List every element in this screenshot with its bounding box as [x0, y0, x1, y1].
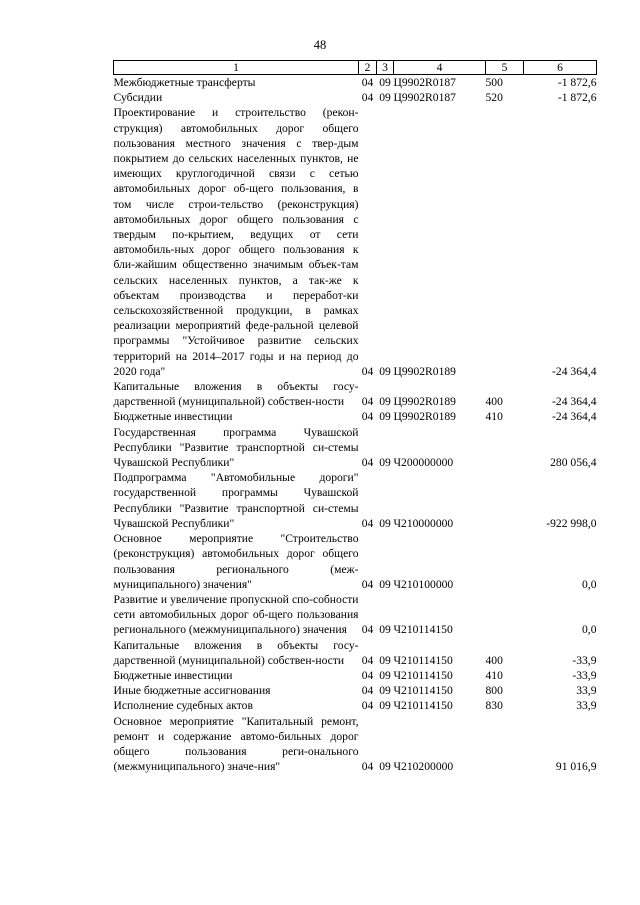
- header-col-5: 5: [486, 61, 524, 75]
- amount-cell: 91 016,9: [555, 760, 597, 774]
- subsection-code-cell: 09: [379, 91, 391, 105]
- target-article-cell: Ч210114150: [393, 653, 453, 667]
- section-code-cell: 04: [361, 395, 374, 409]
- expense-type-cell: [486, 531, 524, 592]
- table-row: [114, 90, 597, 105]
- expense-type-cell: 400: [485, 395, 503, 409]
- row-name-cell: Капитальные вложения в объекты госу-дарственной (муниципальной) собствен-ности: [113, 380, 359, 409]
- section-code-cell: 04: [361, 364, 374, 378]
- amount-cell: 33,9: [576, 699, 597, 713]
- amount-cell: -33,9: [572, 668, 597, 682]
- expense-type-cell: [486, 470, 524, 531]
- header-col-6: 6: [524, 61, 597, 75]
- expense-type-cell: 800: [485, 684, 503, 698]
- section-code-cell: 04: [361, 623, 374, 637]
- expense-type-cell: 400: [485, 653, 503, 667]
- expense-type-cell: 410: [485, 668, 503, 682]
- table-row: [114, 75, 597, 91]
- section-code-cell: 04: [361, 91, 374, 105]
- row-name-cell: Капитальные вложения в объекты госу-дарственной (муниципальной) собствен-ности: [113, 638, 359, 667]
- amount-cell: -1 872,6: [557, 91, 597, 105]
- amount-cell: -24 364,4: [552, 364, 597, 378]
- section-code-cell: 04: [361, 668, 374, 682]
- row-name-cell: Основное мероприятие "Капитальный ремонт, ремонт и содержание автомо-бильных дорог общего пользования реги-онального (межмуниципального) значе-ния": [113, 714, 359, 774]
- subsection-code-cell: 09: [379, 577, 391, 591]
- target-article-cell: Ц9902R0187: [393, 91, 456, 105]
- table-row: [114, 531, 597, 592]
- target-article-cell: Ч210114150: [393, 684, 453, 698]
- amount-cell: -33,9: [572, 653, 597, 667]
- subsection-code-cell: 09: [379, 653, 391, 667]
- header-col-1: 1: [114, 61, 359, 75]
- row-name-cell: Иные бюджетные ассигнования: [113, 684, 271, 698]
- amount-cell: -922 998,0: [546, 516, 597, 530]
- table-row: [114, 592, 597, 638]
- amount-cell: -24 364,4: [552, 410, 597, 424]
- expense-type-cell: 520: [485, 91, 503, 105]
- row-name-cell: Бюджетные инвестиции: [113, 668, 233, 682]
- amount-cell: 33,9: [576, 684, 597, 698]
- section-code-cell: 04: [361, 699, 374, 713]
- target-article-cell: Ч210114150: [393, 699, 453, 713]
- section-code-cell: 04: [361, 410, 374, 424]
- table-row: [114, 470, 597, 531]
- subsection-code-cell: 09: [379, 76, 391, 89]
- target-article-cell: Ч210200000: [393, 760, 454, 774]
- subsection-code-cell: 09: [379, 410, 391, 424]
- expense-type-cell: 500: [485, 76, 503, 89]
- subsection-code-cell: 09: [379, 456, 391, 470]
- subsection-code-cell: 09: [379, 699, 391, 713]
- table-header-row: [114, 61, 597, 75]
- amount-cell: -1 872,6: [557, 76, 597, 89]
- header-col-3: 3: [377, 61, 394, 75]
- section-code-cell: 04: [361, 76, 374, 89]
- table-row: [114, 698, 597, 713]
- row-name-cell: Основное мероприятие "Строительство (реконструкция) автомобильных дорог общего пользования регионального (меж-муниципального) значения": [113, 532, 359, 591]
- expense-type-cell: 410: [485, 410, 503, 424]
- target-article-cell: Ч200000000: [393, 456, 454, 470]
- subsection-code-cell: 09: [379, 395, 391, 409]
- expense-type-cell: [486, 592, 524, 638]
- amount-cell: -24 364,4: [552, 395, 597, 409]
- table-row: [114, 668, 597, 683]
- page-number: 48: [313, 38, 327, 52]
- table-row: [114, 409, 597, 424]
- row-name-cell: Подпрограмма "Автомобильные дороги" государственной программы Чувашской Республики "Развитие транспортной си-стемы Чувашской Республики": [113, 471, 359, 530]
- target-article-cell: Ц9902R0189: [393, 410, 456, 424]
- table-row: [114, 379, 597, 409]
- table-row: [114, 105, 597, 379]
- section-code-cell: 04: [361, 684, 374, 698]
- table-row: [114, 638, 597, 668]
- row-name-cell: Проектирование и строительство (рекон-струкция) автомобильных дорог общего пользования местного значения с твер-дым покрытием до сельских населенных пунктов, не имеющих круглогодичной связи с сетью автомобильных дорог об-щего пользования, в том числе строи-тельство (реконструкция) автомобильных дорог общего пользования с твердым по-крытием, ведущих от сети автомобиль-ных дорог общего пользования к бли-жайшим общественно значимым объек-там сельских населенных пунктов, а так-же к объектам производства и переработ-ки сельскохозяйственной продукции, в рамках реализации мероприятий феде-ральной целевой программы "Устойчивое развитие сельских территорий на 2014–2017 годы и на период до 2020 года": [113, 106, 359, 378]
- subsection-code-cell: 09: [379, 684, 391, 698]
- subsection-code-cell: 09: [379, 623, 391, 637]
- row-name-cell: Исполнение судебных актов: [113, 699, 253, 713]
- header-col-4: 4: [394, 61, 486, 75]
- table-row: [114, 425, 597, 471]
- amount-cell: 0,0: [582, 623, 597, 637]
- subsection-code-cell: 09: [379, 516, 391, 530]
- table-row: [114, 683, 597, 698]
- row-name-cell: Развитие и увеличение пропускной спо-собности сети автомобильных дорог об-щего пользования регионального (межмуниципального) значения: [113, 592, 359, 637]
- row-name-cell: Межбюджетные трансферты: [113, 76, 256, 89]
- expense-type-cell: [486, 105, 524, 379]
- subsection-code-cell: 09: [379, 364, 391, 378]
- section-code-cell: 04: [361, 456, 374, 470]
- section-code-cell: 04: [361, 577, 374, 591]
- target-article-cell: Ц9902R0189: [393, 364, 456, 378]
- target-article-cell: Ч210000000: [393, 516, 454, 530]
- expense-type-cell: 830: [485, 699, 503, 713]
- amount-cell: 0,0: [582, 577, 597, 591]
- section-code-cell: 04: [361, 760, 374, 774]
- target-article-cell: Ч210100000: [393, 577, 454, 591]
- expense-type-cell: [486, 714, 524, 775]
- row-name-cell: Государственная программа Чувашской Республики "Развитие транспортной си-стемы Чувашской Республики": [113, 425, 359, 470]
- budget-table: [113, 60, 597, 774]
- subsection-code-cell: 09: [379, 668, 391, 682]
- row-name-cell: Субсидии: [113, 91, 163, 105]
- target-article-cell: Ц9902R0187: [393, 76, 456, 89]
- target-article-cell: Ц9902R0189: [393, 395, 456, 409]
- target-article-cell: Ч210114150: [393, 668, 453, 682]
- target-article-cell: Ч210114150: [393, 623, 453, 637]
- row-name-cell: Бюджетные инвестиции: [113, 410, 233, 424]
- table-row: [114, 714, 597, 775]
- header-col-2: 2: [359, 61, 377, 75]
- amount-cell: 280 056,4: [550, 456, 597, 470]
- subsection-code-cell: 09: [379, 760, 391, 774]
- section-code-cell: 04: [361, 516, 374, 530]
- section-code-cell: 04: [361, 653, 374, 667]
- expense-type-cell: [486, 425, 524, 471]
